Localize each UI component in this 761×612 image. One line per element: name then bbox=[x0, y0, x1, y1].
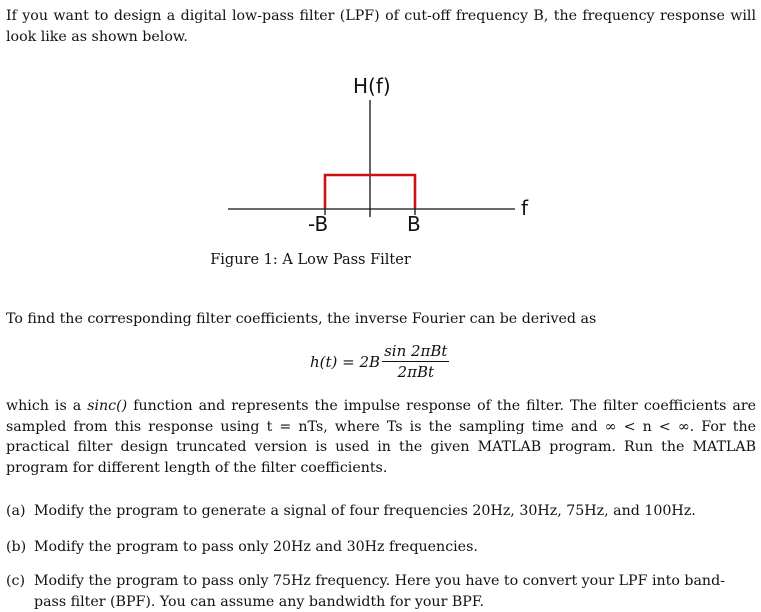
equation-lhs: h(t) = 2B bbox=[310, 352, 381, 371]
equation-fraction bbox=[382, 342, 449, 381]
list-item-text: Modify the program to generate a signal of four frequencies 20Hz, 30Hz, 75Hz, and 100Hz. bbox=[34, 503, 696, 519]
list-item-tag: (a) bbox=[6, 503, 26, 519]
x-axis-label: f bbox=[521, 196, 529, 220]
derivation-paragraph: To find the corresponding filter coefficients, the inverse Fourier can be derived as bbox=[6, 311, 597, 327]
list-item-text: Modify the program to pass only 75Hz frequency. Here you have to convert your LPF into band-pass filter (BPF). You can assume any bandwidth for your BPF. bbox=[34, 573, 725, 610]
list-item-tag: (b) bbox=[6, 539, 27, 555]
explanation-paragraph bbox=[6, 396, 756, 478]
y-axis-label: H(f) bbox=[353, 74, 391, 98]
figure-caption: Figure 1: A Low Pass Filter bbox=[210, 252, 411, 268]
impulse-response-equation bbox=[310, 342, 449, 381]
right-tick-label: B bbox=[407, 212, 421, 236]
list-item-b bbox=[6, 537, 756, 558]
sinc-term: sinc() bbox=[87, 398, 128, 414]
low-pass-filter-figure bbox=[220, 72, 550, 236]
list-item-c bbox=[6, 571, 756, 612]
list-item-a bbox=[6, 501, 756, 522]
explanation-part-2: function and represents the impulse response of the filter. The filter coefficients are sampled from this response using t = nTs, where Ts is the sampling time and ∞ < n < ∞. For the practical filter design truncated version is used in the given MATLAB program. Run the MATLAB program for different length of the filter coefficients. bbox=[6, 398, 756, 476]
list-item-text: Modify the program to pass only 20Hz and 30Hz frequencies. bbox=[34, 539, 478, 555]
intro-paragraph: If you want to design a digital low-pass filter (LPF) of cut-off frequency B, the frequency response will look like as shown below. bbox=[6, 8, 756, 45]
list-item-tag: (c) bbox=[6, 573, 26, 589]
left-tick-label: -B bbox=[308, 212, 329, 236]
equation-numerator: sin 2πBt bbox=[384, 342, 448, 360]
explanation-part-1: which is a bbox=[6, 398, 88, 414]
equation-denominator: 2πBt bbox=[397, 363, 434, 381]
